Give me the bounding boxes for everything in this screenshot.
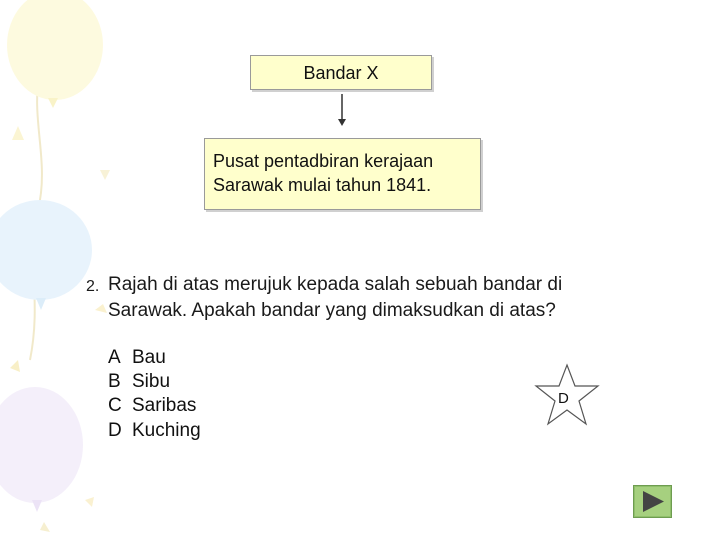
description-line-2: Sarawak mulai tahun 1841. [213, 175, 432, 195]
option-letter: A [108, 347, 121, 368]
question-text-line-2: Sarawak. Apakah bandar yang dimaksudkan di atas? [108, 300, 556, 321]
diagram-box-description [204, 138, 481, 210]
option-text: Kuching [132, 420, 201, 441]
balloons-decoration [0, 0, 130, 540]
option-letter: C [108, 395, 122, 416]
diagram-box-town-x-label: Bandar X [303, 63, 379, 83]
option-letter: D [108, 420, 122, 441]
diagram-box-town-x [250, 55, 432, 90]
description-line-1: Pusat pentadbiran kerajaan [213, 151, 434, 171]
question-number: 2. [86, 278, 100, 295]
next-slide-button[interactable] [633, 485, 672, 518]
down-arrow-icon [334, 94, 350, 128]
question-text-line-1: Rajah di atas merujuk kepada salah sebuah bandar di [108, 274, 563, 295]
option-text: Sibu [132, 371, 171, 392]
option-letter: B [108, 371, 121, 392]
option-text: Saribas [132, 395, 197, 416]
answer-label: D [558, 390, 569, 407]
option-text: Bau [132, 347, 166, 368]
